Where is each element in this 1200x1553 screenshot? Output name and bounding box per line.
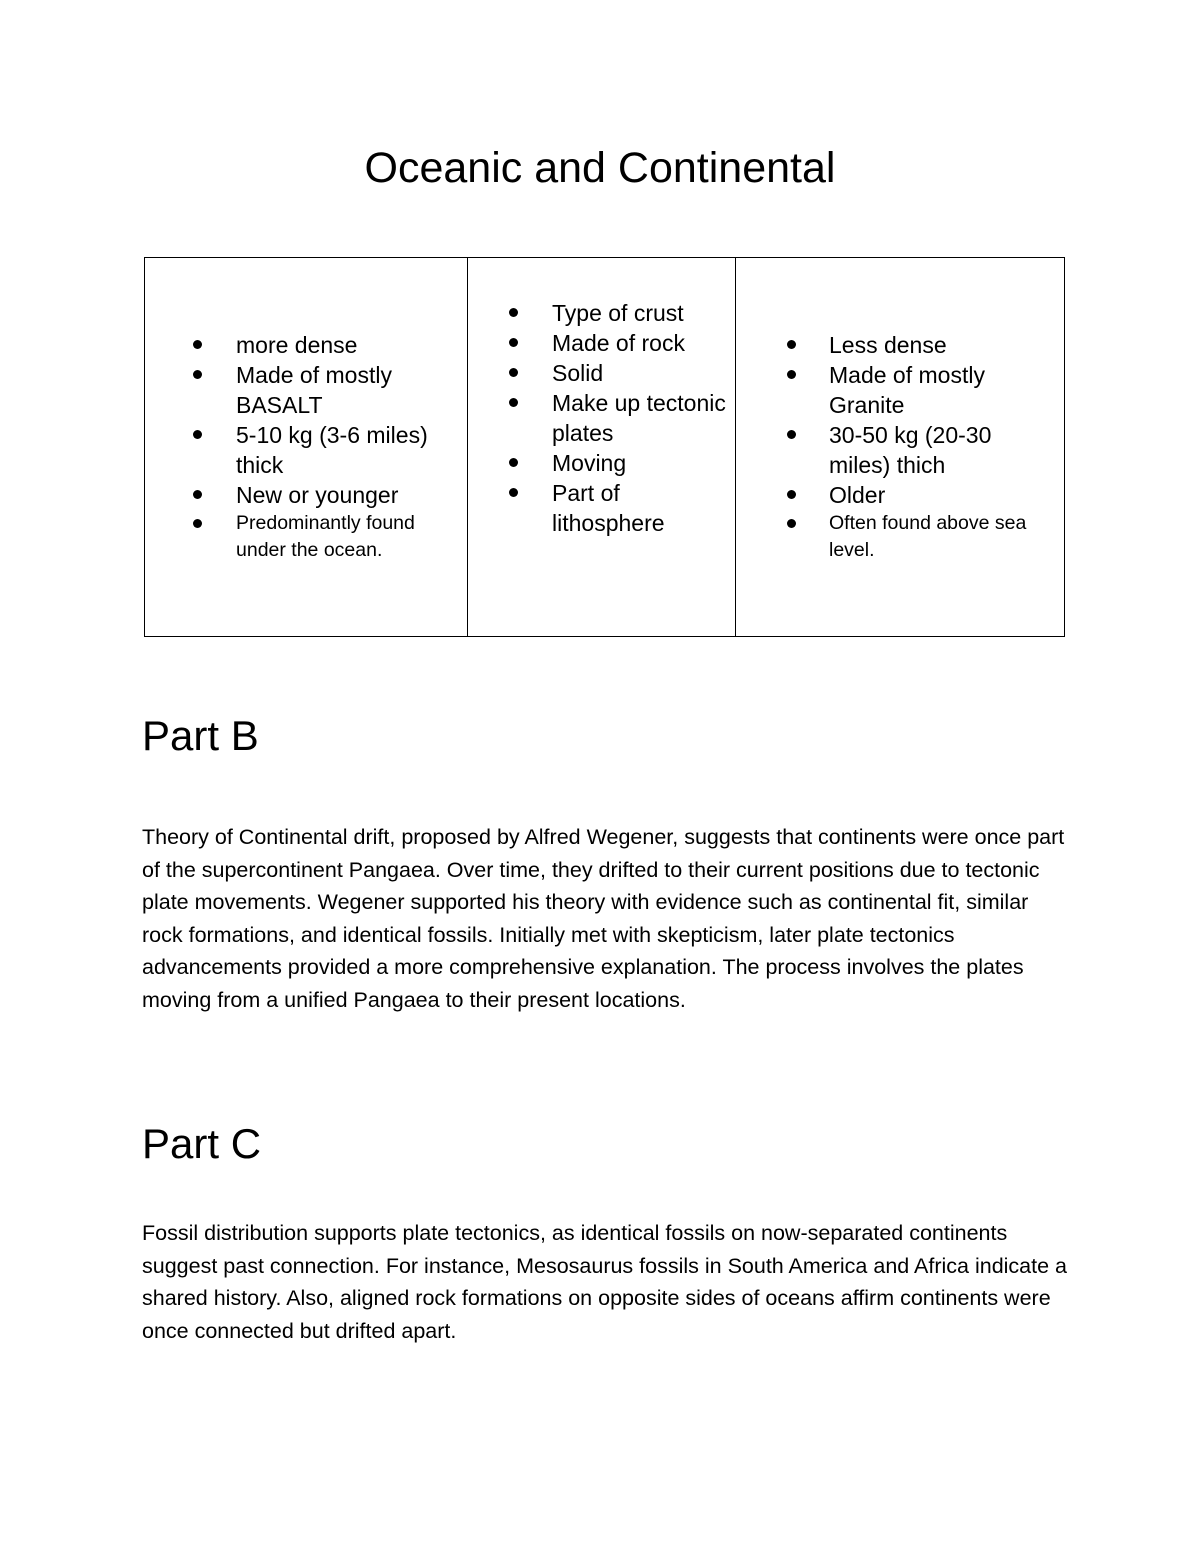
bullet-icon [787, 490, 796, 499]
list-item: Predominantly found under the ocean. [145, 510, 467, 564]
list-item: New or younger [145, 480, 467, 510]
list-item: Make up tectonic plates [468, 388, 735, 448]
list-item: Type of crust [468, 298, 735, 328]
list-item: 30-50 kg (20-30 miles) thich [736, 420, 1064, 480]
part-b-heading: Part B [142, 712, 259, 759]
bullet-icon [193, 370, 202, 379]
bullet-icon [509, 488, 518, 497]
list-item: 5-10 kg (3-6 miles) thick [145, 420, 467, 480]
list-item: Less dense [736, 330, 1064, 360]
bullet-icon [787, 430, 796, 439]
part-c-heading: Part C [142, 1120, 262, 1167]
continental-cell [736, 258, 1065, 637]
bullet-icon [509, 368, 518, 377]
bullet-icon [193, 430, 202, 439]
oceanic-list [145, 330, 467, 564]
page-title: Oceanic and Continental [364, 144, 836, 192]
list-item: Often found above sea level. [736, 510, 1064, 564]
continental-list [736, 330, 1064, 564]
shared-cell [468, 258, 736, 637]
bullet-icon [509, 308, 518, 317]
list-item: Solid [468, 358, 735, 388]
part-c-paragraph: Fossil distribution supports plate tectonics, as identical fossils on now-separated continents suggest past connection. For instance, Mesosaurus fossils in South America and Africa indicate a shared history. Also, aligned rock formations on opposite sides of oceans affirm continents were once connected but drifted apart. [142, 1221, 1067, 1343]
bullet-icon [509, 338, 518, 347]
list-item: Made of rock [468, 328, 735, 358]
bullet-icon [787, 340, 796, 349]
bullet-icon [193, 519, 202, 528]
bullet-icon [787, 370, 796, 379]
bullet-icon [509, 398, 518, 407]
list-item: more dense [145, 330, 467, 360]
bullet-icon [193, 340, 202, 349]
list-item: Made of mostly BASALT [145, 360, 467, 420]
list-item: Part of lithosphere [468, 478, 735, 538]
comparison-table [144, 257, 1065, 637]
oceanic-cell [145, 258, 468, 637]
bullet-icon [509, 458, 518, 467]
bullet-icon [787, 519, 796, 528]
shared-list [468, 298, 735, 538]
table-row [145, 258, 1065, 637]
bullet-icon [193, 490, 202, 499]
list-item: Older [736, 480, 1064, 510]
part-b-paragraph: Theory of Continental drift, proposed by Alfred Wegener, suggests that continents were once part of the supercontinent Pangaea. Over time, they drifted to their current positions due to tectonic plate movements. Wegener supported his theory with evidence such as continental fit, similar rock formations, and identical fossils. Initially met with skepticism, later plate tectonics advancements provided a more comprehensive explanation. The process involves the plates moving from a unified Pangaea to their present locations. [142, 825, 1065, 1012]
list-item: Moving [468, 448, 735, 478]
list-item: Made of mostly Granite [736, 360, 1064, 420]
